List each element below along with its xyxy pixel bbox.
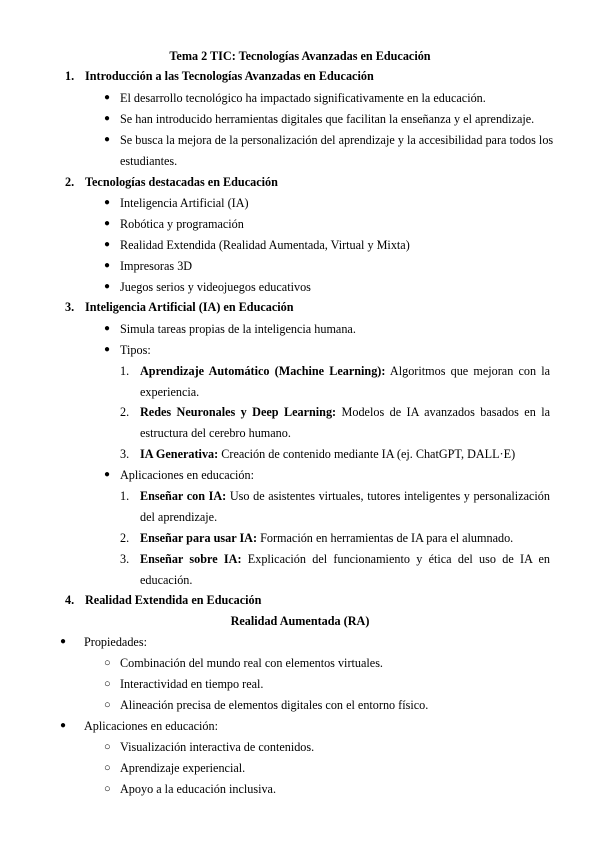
numbered-item-continuation: del aprendizaje. xyxy=(140,510,218,524)
numbered-item-continuation: experiencia. xyxy=(140,385,200,399)
hollow-bullet-icon: ○ xyxy=(104,762,111,774)
list-item-continuation: estudiantes. xyxy=(120,154,178,168)
bullet-icon: ● xyxy=(104,239,111,250)
bullet-icon: ● xyxy=(104,260,111,271)
bullet-icon: ● xyxy=(104,323,111,334)
hollow-bullet-icon: ○ xyxy=(104,783,111,795)
bullet-icon: ● xyxy=(104,113,111,124)
hollow-bullet-icon: ○ xyxy=(104,657,111,669)
bullet-icon: ● xyxy=(104,197,111,208)
hollow-bullet-icon: ○ xyxy=(104,678,111,690)
bullet-icon: ● xyxy=(60,720,67,731)
hollow-bullet-icon: ○ xyxy=(104,741,111,753)
hollow-bullet-icon: ○ xyxy=(104,699,111,711)
page-title: Tema 2 TIC: Tecnologías Avanzadas en Educación xyxy=(169,49,431,63)
bullet-icon: ● xyxy=(104,218,111,229)
bullet-icon: ● xyxy=(60,636,67,647)
numbered-item-continuation: educación. xyxy=(140,573,193,587)
bullet-icon: ● xyxy=(104,134,111,145)
bullet-icon: ● xyxy=(104,92,111,103)
bullet-icon: ● xyxy=(104,469,111,480)
bullet-icon: ● xyxy=(104,281,111,292)
bullet-icon: ● xyxy=(104,344,111,355)
numbered-item-continuation: estructura del cerebro humano. xyxy=(140,426,291,440)
subsection-title: Realidad Aumentada (RA) xyxy=(230,614,370,628)
